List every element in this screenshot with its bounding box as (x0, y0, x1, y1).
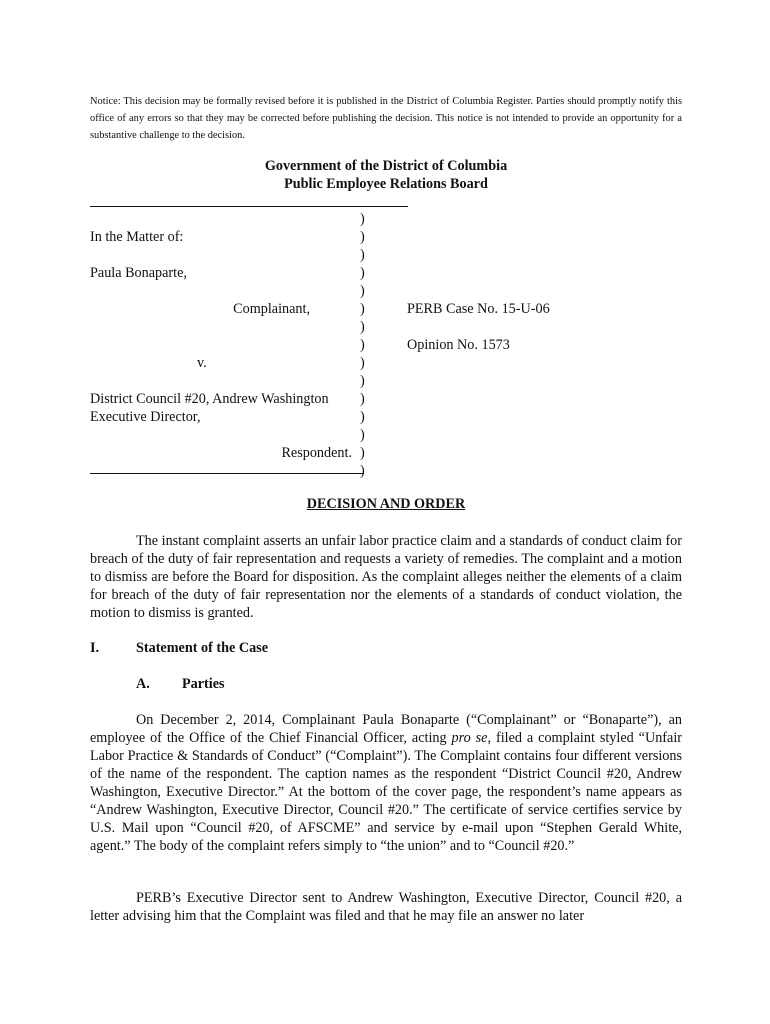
caption-paren: ) (360, 283, 365, 299)
caption-paren: ) (360, 409, 365, 425)
case-number: PERB Case No. 15-U-06 (407, 301, 550, 317)
opinion-number: Opinion No. 1573 (407, 337, 510, 353)
caption-paren: ) (360, 247, 365, 263)
parties-paragraph (90, 711, 682, 855)
caption-paren: ) (360, 337, 365, 353)
caption-versus: v. (197, 355, 207, 371)
header-government: Government of the District of Columbia (264, 158, 508, 174)
subsection-letter: A. (136, 676, 150, 692)
parties-text-start: On December 2, 2014, Complainant Paula Bonaparte (“Complainant” or “Bonaparte”), an employee of the Office of the Chief Financial Officer, acting (90, 712, 682, 746)
parties-text-italic: pro se (451, 730, 488, 746)
caption-paren: ) (360, 211, 365, 227)
publication-notice: Notice: This decision may be formally revised before it is published in the District of Columbia Register. Parties should promptly notify this office of any errors so that they may be corrected before publishing the decision. This notice is not intended to provide an opportunity for a substantive challenge to the decision. (90, 96, 682, 141)
caption-bottom-rule (90, 473, 363, 474)
header-board: Public Employee Relations Board (284, 176, 488, 192)
caption-paren: ) (360, 445, 365, 461)
caption-paren: ) (360, 229, 365, 245)
caption-paren: ) (360, 463, 365, 479)
caption-paren: ) (360, 373, 365, 389)
caption-respondent-label: Respondent. (281, 445, 352, 461)
caption-complainant-label: Complainant, (233, 301, 310, 317)
subsection-title: Parties (182, 676, 225, 692)
caption-paren: ) (360, 391, 365, 407)
caption-respondent-name: District Council #20, Andrew Washington (90, 391, 329, 407)
caption-paren: ) (360, 427, 365, 443)
parties-text-end: , filed a complaint styled “Unfair Labor Practice & Standards of Conduct” (“Complaint”). The Complaint contains four different versions of the name of the respondent. The caption names as the respondent “District Council #20, Andrew Washington, Executive Director.” At the bottom of the cover page, the respondent’s name appears as “Andrew Washington, Executive Director, Council #20.” The certificate of service certifies service by U.S. Mail upon “Council #20, of AFSCME” and service by e-mail upon “Stephen Gerald White, agent.” The body of the complaint refers simply to “the union” and to “Council #20.” (90, 730, 682, 854)
caption-complainant-name: Paula Bonaparte, (90, 265, 187, 281)
caption-top-rule (90, 206, 408, 207)
executive-director-paragraph: PERB’s Executive Director sent to Andrew Washington, Executive Director, Council #20, a letter advising him that the Complaint was filed and that he may file an answer no later (90, 890, 682, 924)
document-title: DECISION AND ORDER (306, 496, 466, 512)
caption-paren: ) (360, 265, 365, 281)
caption-paren: ) (360, 319, 365, 335)
section-number: I. (90, 640, 100, 656)
section-title: Statement of the Case (136, 640, 268, 656)
caption-paren: ) (360, 355, 365, 371)
caption-respondent-title: Executive Director, (90, 409, 201, 425)
caption-matter: In the Matter of: (90, 229, 184, 245)
caption-paren: ) (360, 301, 365, 317)
intro-paragraph: The instant complaint asserts an unfair labor practice claim and a standards of conduct claim for breach of the duty of fair representation and requests a variety of remedies. The complaint and a motion to dismiss are before the Board for disposition. As the complaint alleges neither the elements of a claim for breach of the duty of fair representation nor the elements of a standards of conduct violation, the motion to dismiss is granted. (90, 533, 682, 621)
